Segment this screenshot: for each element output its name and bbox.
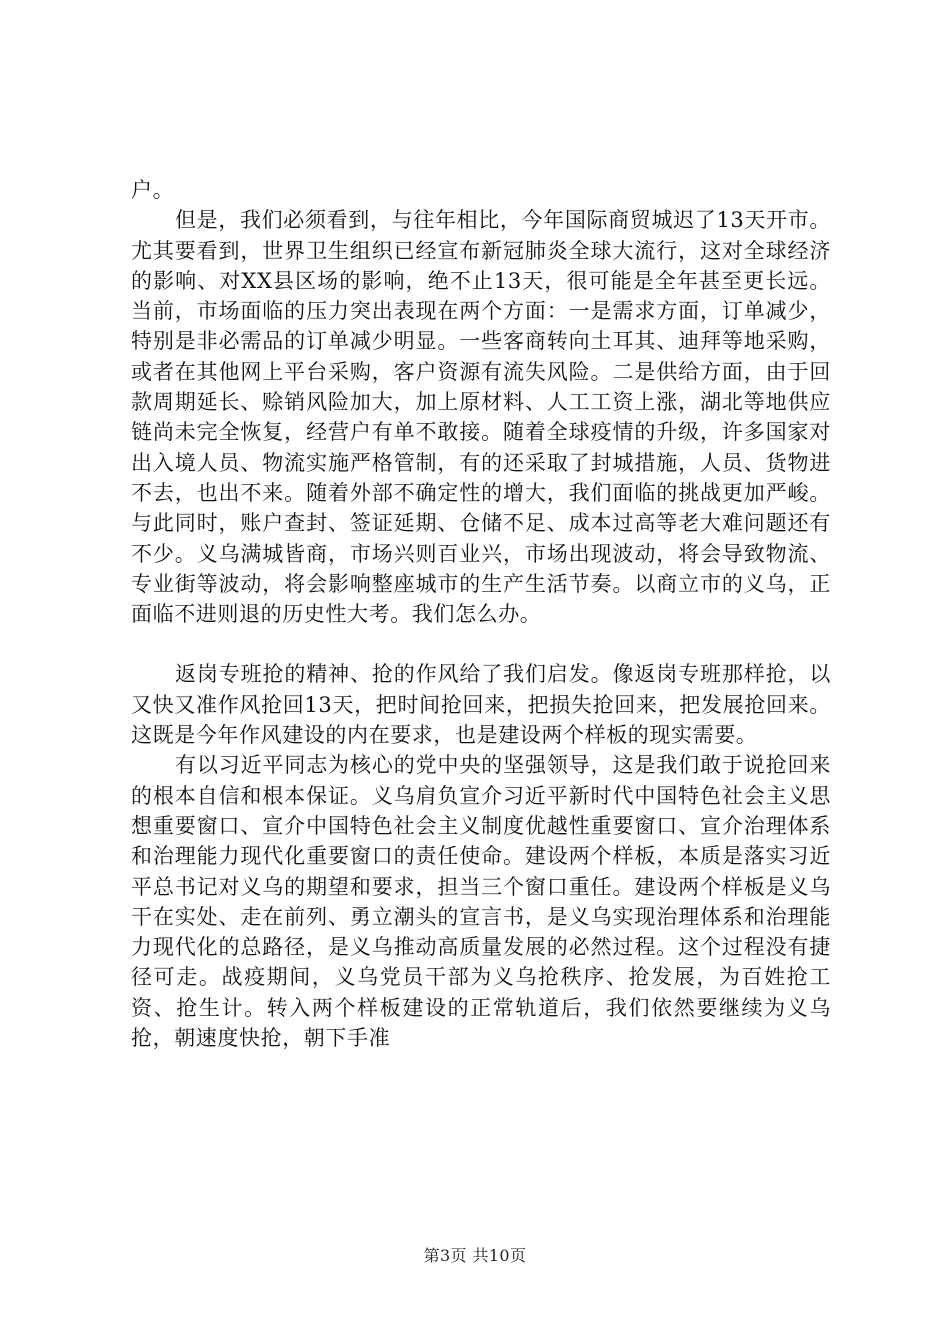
paragraph-continuation: 户。 — [131, 178, 175, 202]
paragraph-return-to-work: 返岗专班抢的精神、抢的作风给了我们启发。像返岗专班那样抢，以又快又准作风抢回13天，把时间抢回来，把损失抢回来，把发展抢回来。这既是今年作风建设的内在要求，也是建设两个样板的现实需要。 — [131, 662, 831, 748]
paragraph-market-pressure: 但是，我们必须看到，与往年相比，今年国际商贸城迟了13天开市。尤其要看到，世界卫生组织已经宣布新冠肺炎全球大流行，这对全球经济的影响、对XX县区场的影响，绝不止13天，很可能是全年甚至更长远。当前，市场面临的压力突出表现在两个方面：一是需求方面，订单减少，特别是非必需品的订单减少明显。一些客商转向土耳其、迪拜等地采购，或者在其他网上平台采购，客户资源有流失风险。二是供给方面，由于回款周期延长、赊销风险加大，加上原材料、人工工资上涨，湖北等地供应链尚未完全恢复，经营户有单不敢接。随着全球疫情的升级，许多国家对出入境人员、物流实施严格管制，有的还采取了封城措施，人员、货物进不去，也出不来。随着外部不确定性的增大，我们面临的挑战更加严峻。与此同时，账户查封、签证延期、仓储不足、成本过高等老大难问题还有不少。义乌满城皆商，市场兴则百业兴，市场出现波动，将会导致物流、专业街等波动，将会影响整座城市的生产生活节奏。以商立市的义乌，正面临不进则退的历史性大考。我们怎么办。 — [131, 208, 831, 627]
paragraph-spacer — [131, 629, 831, 659]
paragraph-leadership: 有以习近平同志为核心的党中央的坚强领导，这是我们敢于说抢回来的根本自信和根本保证。义乌肩负宣介习近平新时代中国特色社会主义思想重要窗口、宣介中国特色社会主义制度优越性重要窗口、宣介治理体系和治理能力现代化重要窗口的责任使命。建设两个样板，本质是落实习近平总书记对义乌的期望和要求，担当三个窗口重任。建设两个样板是义乌干在实处、走在前列、勇立潮头的宣言书，是义乌实现治理体系和治理能力现代化的总路径，是义乌推动高质量发展的必然过程。这个过程没有捷径可走。战疫期间，义乌党员干部为义乌抢秩序、抢发展，为百姓抢工资、抢生计。转入两个样板建设的正常轨道后，我们依然要继续为义乌抢，朝速度快抢，朝下手准 — [131, 753, 831, 1051]
page-number-footer: 第3页 共10页 — [423, 1246, 527, 1265]
document-body — [131, 175, 831, 1053]
